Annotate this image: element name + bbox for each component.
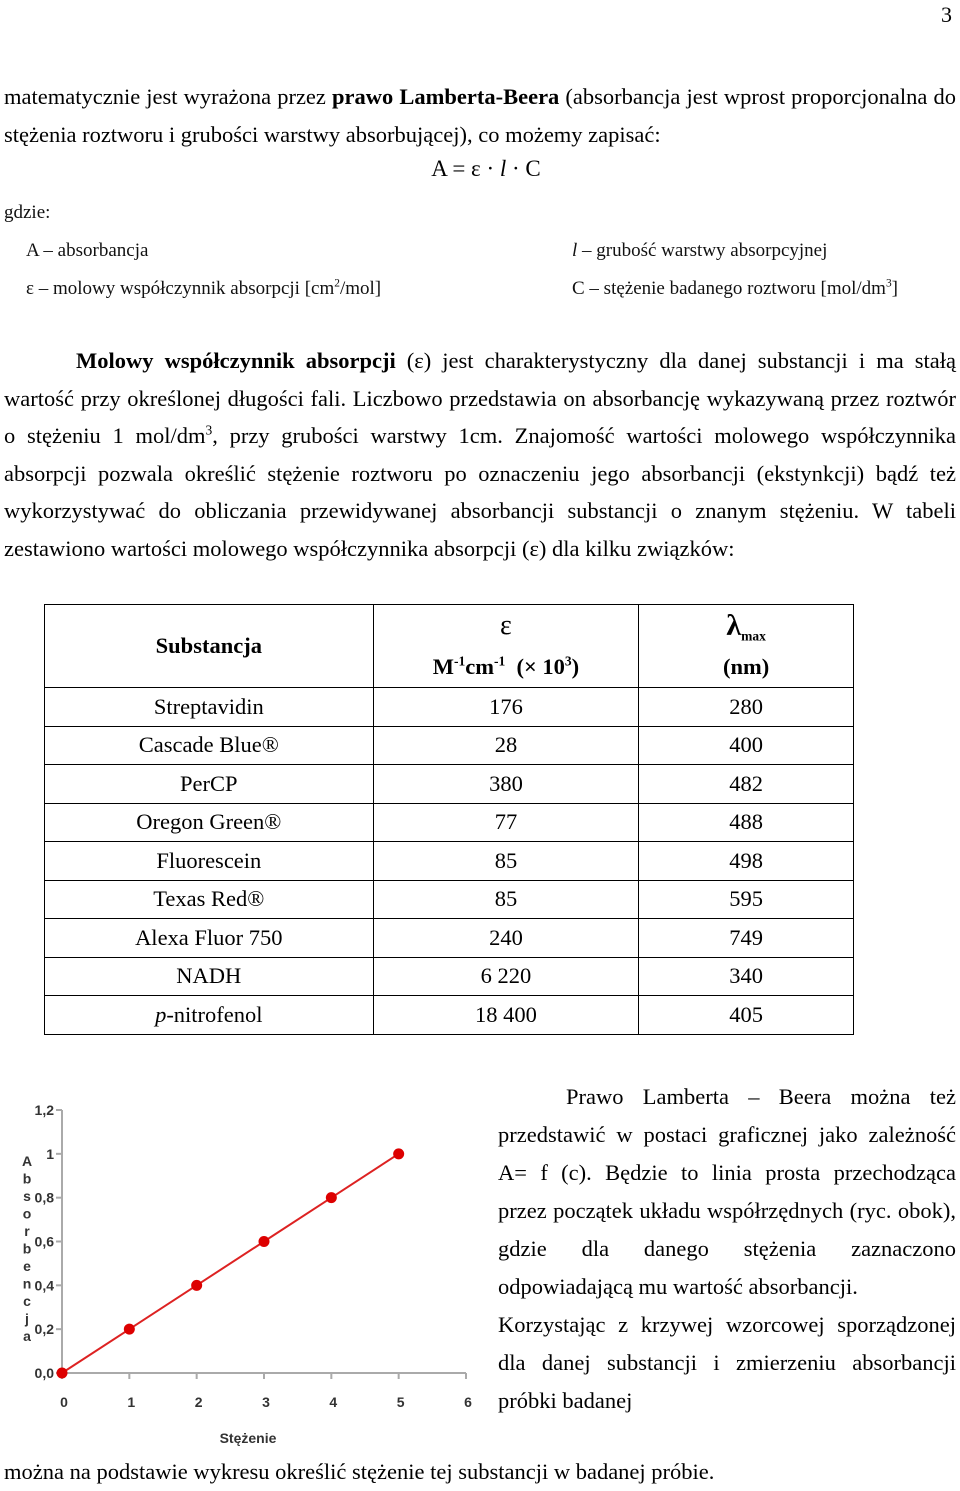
x-tick-label: 6 [464, 1394, 472, 1410]
y-tick-label: 0,4 [34, 1277, 54, 1294]
x-tick-label: 4 [329, 1394, 338, 1410]
definition-epsilon: ε – molowy współczynnik absorpcji $[cm^2/mol]$ [26, 277, 382, 299]
table-row: Fluorescein 85 498 [45, 842, 854, 881]
table-row: p-nitrofenol 18 400 405 [45, 996, 854, 1035]
definition-concentration: C – stężenie badanego roztworu $[mol/dm^3]$ [572, 277, 898, 299]
x-tick-label: 5 [396, 1394, 405, 1410]
intro-paragraph: matematycznie jest wyrażona przez prawo Lamberta-Beera (absorbancja jest wprost proporcjonalna do stężenia roztworu i grubości warstwy absorbującej), co możemy zapisać: [4, 84, 956, 147]
table-row: Streptavidin 176 280 [45, 688, 854, 727]
y-tick-label: 0,0 [34, 1365, 54, 1381]
y-tick-label: 0,6 [34, 1233, 54, 1250]
closing-line: można na podstawie wykresu określić stężenie tej substancji w badanej próbie. [4, 1459, 715, 1484]
y-tick-label: 1 [46, 1145, 54, 1162]
side-paragraph-2: Korzystając z krzywej wzorcowej sporządzonej dla danej substancji i zmierzeniu absorbancji próbki badanej [498, 1312, 956, 1413]
table-row: Oregon Green® 77 488 [45, 803, 854, 842]
y-tick-label: 0,8 [34, 1189, 54, 1206]
x-tick-label: 2 [194, 1394, 203, 1410]
table-row: Alexa Fluor 750 240 749 [45, 919, 854, 958]
header-lambda-unit: (nm) [639, 647, 854, 688]
y-tick-label: 0,2 [34, 1321, 54, 1338]
header-lambda: $\lambda_{max}$ [639, 605, 854, 648]
side-text [498, 1078, 956, 1420]
data-point [57, 1368, 68, 1379]
x-tick-label: 0 [60, 1394, 68, 1410]
calibration-chart [14, 1092, 484, 1454]
x-axis-label: Stężenie [219, 1430, 277, 1446]
absorption-table [44, 604, 854, 1035]
data-point [393, 1148, 404, 1159]
x-tick-label: 3 [262, 1394, 270, 1410]
data-point [191, 1280, 202, 1291]
page-number: 3 [941, 2, 952, 27]
data-point [326, 1192, 337, 1203]
data-point [259, 1236, 270, 1247]
y-axis-label [22, 1153, 32, 1344]
definition-absorbance: A – absorbancja [26, 240, 149, 261]
header-epsilon: ε [373, 605, 639, 648]
header-substance: Substancja [45, 605, 374, 688]
table-row: Texas Red® 85 595 [45, 880, 854, 919]
data-point [124, 1324, 135, 1335]
y-axis-label-text: A b s o r b e n c j a [21, 1153, 33, 1344]
side-paragraph-1: Prawo Lamberta – Beera można też przedstawić w postaci graficznej jako zależność A= f (c). Będzie to linia prosta przechodząca przez początek układu współrzędnych (ryc. obok), gdzie dla danego stężenia zaznaczono odpowiadającą mu wartość absorbancji. [498, 1084, 956, 1299]
series-line [62, 1154, 399, 1373]
lambert-beer-formula: A = ε · l · C [431, 156, 541, 181]
definition-thickness: l – grubość warstwy absorpcyjnej [572, 240, 828, 261]
epsilon-paragraph: Molowy współczynnik absorpcji (ε) jest charakterystyczny dla danej substancji i ma stałą wartość przy określonej długości fali. Liczbowo przedstawia on absorbancję wykazywaną przez roztwór o stężeniu 1 mol/$dm^3$, przy grubości warstwy 1cm. Znajomość wartości molowego współczynnika absorpcji pozwala określić stężenie roztworu po oznaczeniu jego absorbancji (ekstynkcji) bądź też wykorzystywać do obliczania przewidywanej absorbancji substancji o znanym stężeniu. W tabeli zestawiono wartości molowego współczynnika absorpcji (ε) dla kilku związków: [4, 348, 956, 561]
law-name: prawo Lamberta-Beera [332, 84, 560, 109]
definitions-intro: gdzie: [4, 202, 51, 223]
table-row: NADH 6 220 340 [45, 957, 854, 996]
table-row: PerCP 380 482 [45, 765, 854, 804]
x-tick-label: 1 [127, 1394, 136, 1410]
y-tick-label: 1,2 [34, 1102, 54, 1118]
header-epsilon-unit: $M^{-1}cm^{-1}$ (× $10^3$) [373, 647, 639, 688]
table-header-row [45, 605, 854, 648]
table-row: Cascade Blue® 28 400 [45, 726, 854, 765]
